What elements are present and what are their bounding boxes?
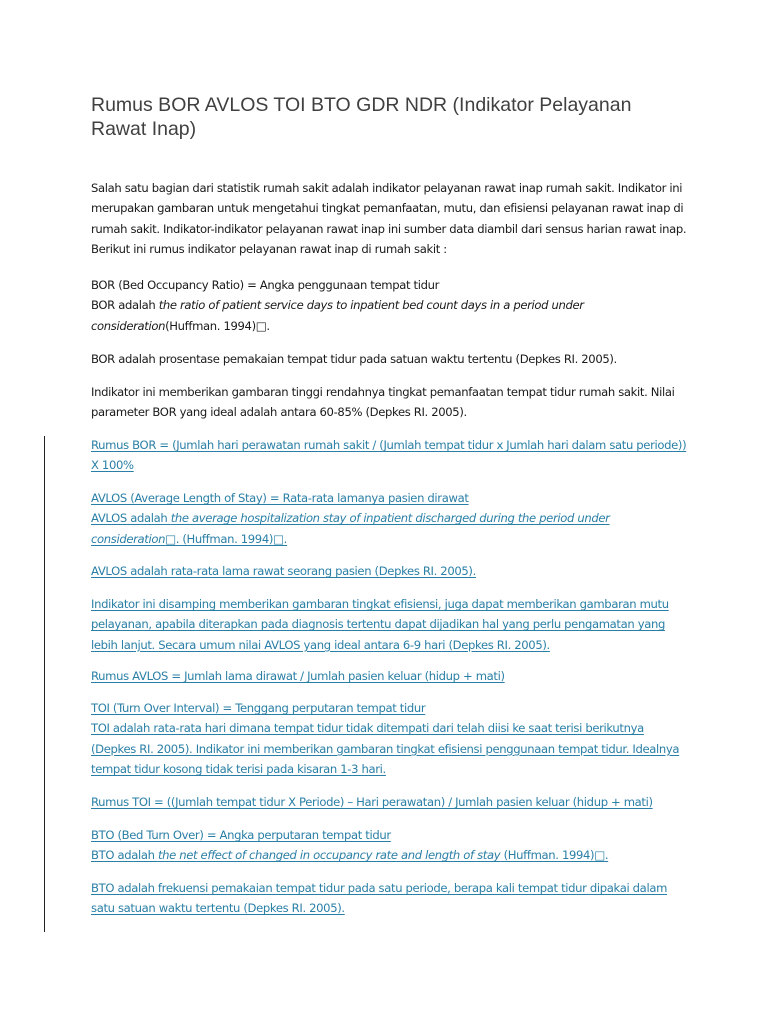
avlos-heading[interactable]: AVLOS (Average Length of Stay) = Rata-rata lamanya pasien dirawat — [91, 491, 469, 505]
bto-section[interactable] — [91, 825, 691, 866]
bto-def-cite[interactable]: (Huffman. 1994)□. — [500, 848, 609, 863]
bto-def-italic[interactable]: the net effect of changed in occupancy rate and length of stay — [157, 848, 501, 863]
page-title: Rumus BOR AVLOS TOI BTO GDR NDR (Indikator Pelayanan Rawat Inap) — [91, 94, 632, 140]
avlos-p3-link[interactable]: Indikator ini disamping memberikan gambaran tingkat efisiensi, juga dapat memberikan gambaran mutu pelayanan, apabila diterapkan pada diagnosis tertentu dapat dijadikan hal yang perlu pengamatan yang lebih lanjut. Secara umum nilai AVLOS yang ideal antara 6-9 hari (Depkes RI. 2005). — [91, 597, 669, 652]
avlos-def-italic[interactable]: the average hospitalization stay of inpatient discharged during the period under consideration — [91, 511, 610, 546]
bor-section — [91, 275, 691, 336]
bto-heading[interactable]: BTO (Bed Turn Over) = Angka perputaran tempat tidur — [91, 828, 391, 842]
toi-formula-link[interactable] — [91, 792, 691, 812]
avlos-paragraph-3[interactable] — [91, 594, 691, 655]
toi-formula[interactable]: Rumus TOI = ((Jumlah tempat tidur X Periode) – Hari perawatan) / Jumlah pasien keluar (hidup + mati) — [91, 795, 653, 809]
bor-heading: BOR (Bed Occupancy Ratio) = Angka penggunaan tempat tidur — [91, 278, 439, 292]
bto-def-lead[interactable]: BTO adalah — [91, 848, 158, 863]
avlos-paragraph-2[interactable] — [91, 561, 691, 581]
bto-paragraph-2[interactable] — [91, 878, 691, 919]
avlos-formula[interactable]: Rumus AVLOS = Jumlah lama dirawat / Jumlah pasien keluar (hidup + mati) — [91, 669, 505, 683]
avlos-formula-link[interactable] — [91, 666, 691, 686]
bor-paragraph-3: Indikator ini memberikan gambaran tinggi rendahnya tingkat pemanfaatan tempat tidur rumah sakit. Nilai parameter BOR yang ideal adalah antara 60-85% (Depkes RI. 2005). — [91, 385, 675, 420]
bor-formula[interactable]: Rumus BOR = (Jumlah hari perawatan rumah sakit / (Jumlah tempat tidur x Jumlah hari dalam satu periode)) X 100% — [91, 438, 687, 473]
toi-heading[interactable]: TOI (Turn Over Interval) = Tenggang perputaran tempat tidur — [91, 701, 426, 715]
bor-formula-link[interactable] — [91, 435, 691, 476]
avlos-def-lead[interactable]: AVLOS adalah — [91, 511, 171, 526]
bor-def-italic: the ratio of patient service days to inpatient bed count days in a period under consideration — [91, 298, 584, 333]
avlos-p2-link[interactable]: AVLOS adalah rata-rata lama rawat seorang pasien (Depkes RI. 2005). — [91, 564, 476, 578]
margin-vertical-line — [44, 436, 45, 932]
avlos-section[interactable] — [91, 488, 691, 549]
bto-p2-link[interactable]: BTO adalah frekuensi pemakaian tempat tidur pada satu periode, berapa kali tempat tidur dipakai dalam satu satuan waktu tertentu (Depkes RI. 2005). — [91, 881, 668, 916]
bor-def-cite: (Huffman. 1994)□. — [165, 318, 270, 333]
bor-def-lead: BOR adalah — [91, 298, 159, 313]
bor-paragraph-2: BOR adalah prosentase pemakaian tempat tidur pada satuan waktu tertentu (Depkes RI. 2005). — [91, 352, 617, 366]
toi-section[interactable] — [91, 698, 691, 780]
toi-paragraph[interactable]: TOI adalah rata-rata hari dimana tempat tidur tidak ditempati dari telah diisi ke saat terisi berikutnya (Depkes RI. 2005). Indikator ini memberikan gambaran tingkat efisiensi penggunaan tempat tidur. Idealnya tempat tidur kosong tidak terisi pada kisaran 1-3 hari. — [91, 721, 680, 777]
intro-paragraph: Salah satu bagian dari statistik rumah sakit adalah indikator pelayanan rawat inap rumah sakit. Indikator ini merupakan gambaran untuk mengetahui tingkat pemanfaatan, mutu, dan efisiensi pelayanan rawat inap di rumah sakit. Indikator-indikator pelayanan rawat inap ini sumber data diambil dari sensus harian rawat inap. Berikut ini rumus indikator pelayanan rawat inap di rumah sakit : — [91, 181, 687, 257]
avlos-def-cite[interactable]: □. (Huffman. 1994)□. — [165, 531, 287, 546]
